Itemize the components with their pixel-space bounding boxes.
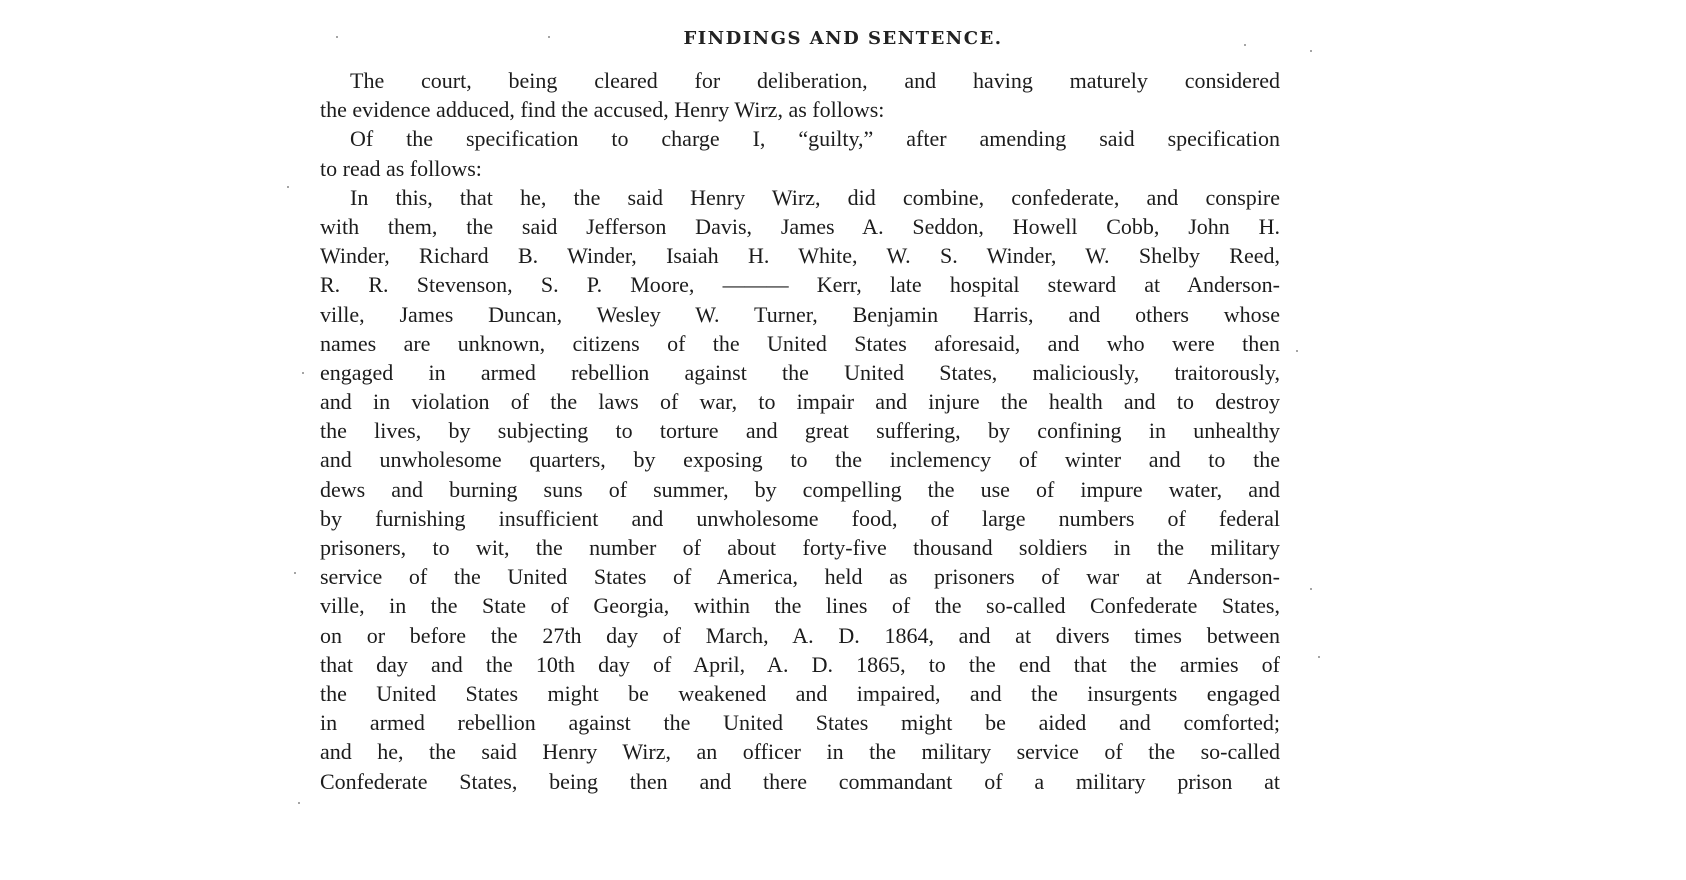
text-line: on or before the 27th day of March, A. D. 1864, and at divers times between — [320, 622, 1280, 648]
text-line: Of the specification to charge I, “guilty,” after amending said specification — [350, 126, 1280, 152]
text-line: prisoners, to wit, the number of about forty-five thousand soldiers in the military — [320, 535, 1280, 560]
scan-speck — [1296, 350, 1298, 352]
text-line: to read as follows: — [320, 155, 482, 181]
scan-speck — [1244, 44, 1246, 46]
text-line: In this, that he, the said Henry Wirz, did combine, confederate, and conspire — [350, 184, 1280, 210]
text-line: ville, James Duncan, Wesley W. Turner, Benjamin Harris, and others whose — [320, 301, 1280, 327]
scan-speck — [1310, 588, 1312, 590]
text-line: and he, the said Henry Wirz, an officer in the military service of the so-called — [320, 739, 1280, 765]
scan-speck — [294, 572, 296, 574]
text-line: and unwholesome quarters, by exposing to the inclemency of winter and to the — [320, 447, 1280, 473]
scan-speck — [1310, 50, 1312, 52]
text-line: service of the United States of America, held as prisoners of war at Anderson- — [320, 564, 1280, 590]
text-line: the United States might be weakened and impaired, and the insurgents engaged — [320, 680, 1280, 706]
text-line: The court, being cleared for deliberation, and having maturely considered — [350, 68, 1280, 93]
scan-speck — [298, 802, 300, 804]
body-text — [320, 66, 1280, 796]
scan-speck — [336, 36, 338, 38]
scan-speck — [548, 36, 550, 38]
scan-speck — [287, 186, 289, 188]
text-line: dews and burning suns of summer, by compelling the use of impure water, and — [320, 476, 1280, 502]
text-line: that day and the 10th day of April, A. D. 1865, to the end that the armies of — [320, 651, 1280, 677]
text-line: in armed rebellion against the United States might be aided and comforted; — [320, 710, 1280, 736]
scan-speck — [302, 372, 304, 374]
page-header: FINDINGS AND SENTENCE. — [683, 28, 1003, 49]
text-line: with them, the said Jefferson Davis, James A. Seddon, Howell Cobb, John H. — [320, 213, 1280, 239]
text-line: by furnishing insufficient and unwholesome food, of large numbers of federal — [320, 505, 1280, 531]
text-line: engaged in armed rebellion against the United States, maliciously, traitorously, — [320, 359, 1280, 385]
scan-speck — [1318, 656, 1320, 658]
text-line: the lives, by subjecting to torture and great suffering, by confining in unhealthy — [320, 418, 1280, 444]
text-line: Winder, Richard B. Winder, Isaiah H. White, W. S. Winder, W. Shelby Reed, — [320, 243, 1280, 269]
text-line: names are unknown, citizens of the United States aforesaid, and who were then — [320, 330, 1280, 356]
text-line: the evidence adduced, find the accused, Henry Wirz, as follows: — [320, 97, 885, 123]
text-line: ville, in the State of Georgia, within the lines of the so-called Confederate States, — [320, 593, 1280, 619]
text-line: R. R. Stevenson, S. P. Moore, ——— Kerr, late hospital steward at Anderson- — [320, 272, 1280, 298]
text-line: Confederate States, being then and there commandant of a military prison at — [320, 768, 1280, 794]
text-line: and in violation of the laws of war, to impair and injure the health and to destroy — [320, 389, 1280, 415]
